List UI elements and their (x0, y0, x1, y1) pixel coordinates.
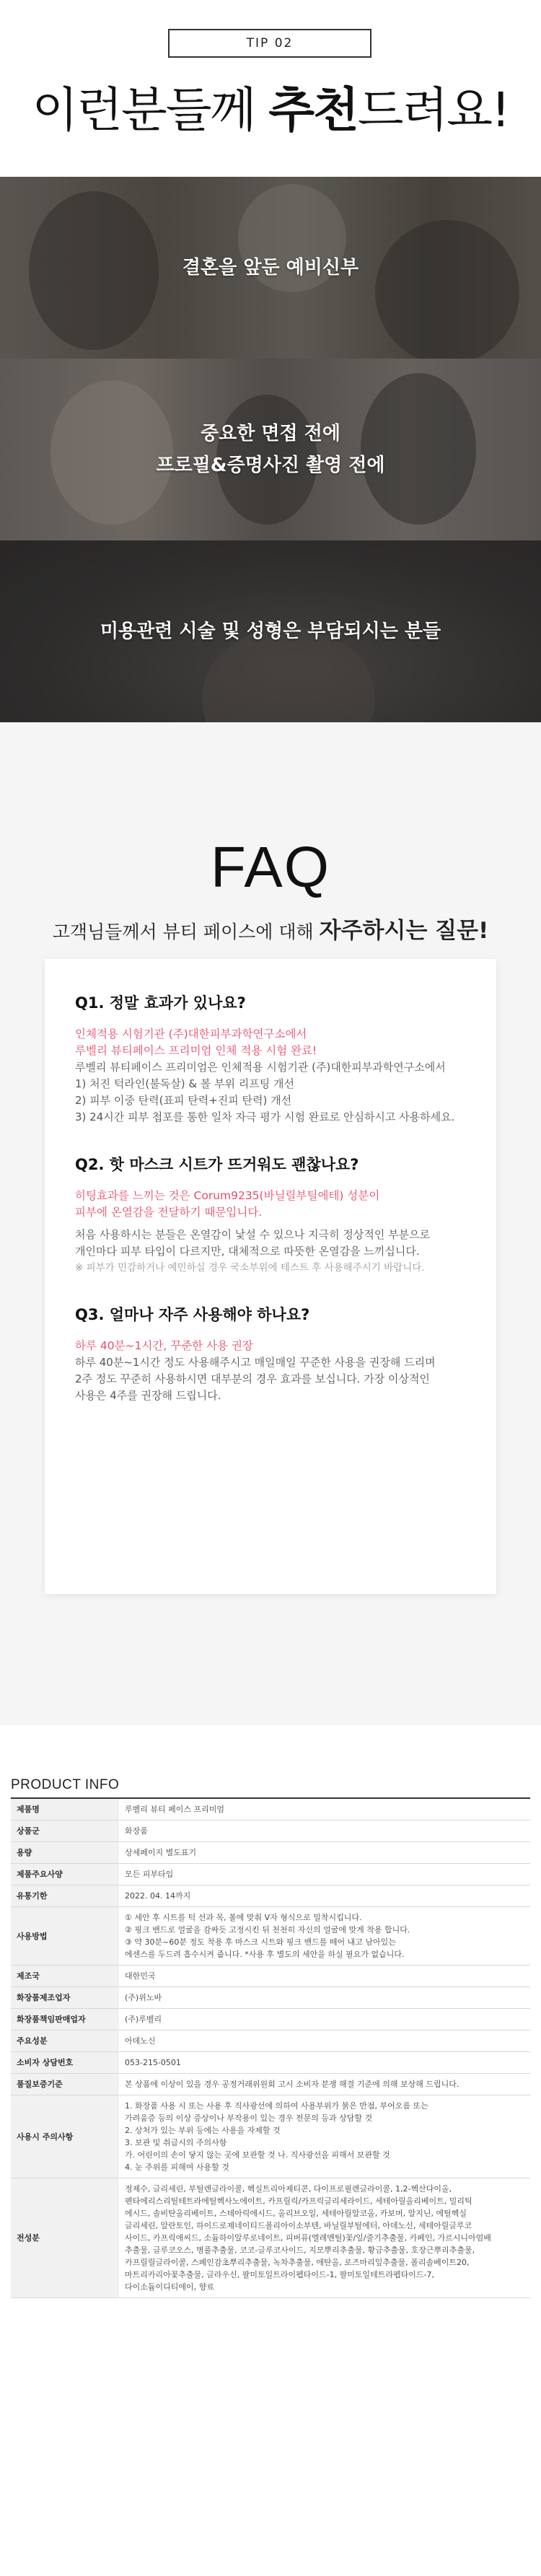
row-value-line: 4. 눈 주위를 피해여 사용할 것 (125, 2163, 229, 2172)
table-row (11, 2030, 530, 2052)
row-value-line: 펜타에리스리틸테트라에틸헥사노에이트, 카프릴릭/카프릭글리세라이드, 세테아릴올리베이트, 밀리틱 (125, 2196, 472, 2206)
banner-bride (0, 177, 541, 359)
faq-section (0, 722, 541, 1725)
row-label: 전성분 (11, 2178, 119, 2298)
tip-badge: TIP 02 (168, 29, 371, 58)
table-row (11, 2052, 530, 2074)
table-row (11, 2009, 530, 2030)
row-value-line: 에센스를 두드려 흡수시켜 줍니다. *사용 후 별도의 세안을 하실 필요가 없습니다. (125, 1950, 405, 1959)
banner-text: 중요한 면접 전에 프로필&증명사진 촬영 전에 (156, 423, 385, 476)
row-label: 화장품책임판매업자 (11, 2009, 119, 2030)
row-value (119, 2178, 530, 2298)
row-value-line: 가. 어린이의 손이 닿지 않는 곳에 보관할 것 나. 직사광선을 피해서 보관할 것 (125, 2150, 390, 2160)
faq-answer: 루벨리 뷰티페이스 프리미엄은 인체적용 시험기관 (주)대한피부과학연구소에서 1) 처진 턱라인(불독살) & 볼 부위 리프팅 개선 2) 피부 이중 탄력(표피 탄력+진피 탄력) 개선 3) 24시간 피부 첩포를 통한 일차 자극 평가 시험 완료로 안심하시고 사용하세요. (75, 1061, 455, 1123)
faq-highlight: 인체적용 시험기관 (주)대한피부과학연구소에서 루벨리 뷰티페이스 프리미엄 인체 적용 시험 완료! (75, 1028, 317, 1057)
faq-highlight: 하루 40분~1시간, 꾸준한 사용 권장 (75, 1339, 253, 1352)
row-value-line: (주)루벨리 (125, 2015, 162, 2024)
banner-text: 미용관련 시술 및 성형은 부담되시는 분들 (100, 621, 441, 642)
row-label: 품질보증기준 (11, 2074, 119, 2095)
faq-card (45, 959, 496, 1594)
faq-note: ※ 피부가 민감하거나 예민하실 경우 국소부위에 테스트 후 사용해주시기 바랍니다. (75, 1262, 425, 1274)
faq-item (75, 991, 467, 1126)
row-value (119, 1864, 530, 1885)
tip-section (0, 0, 541, 177)
row-label: 사용방법 (11, 1907, 119, 1966)
row-value (119, 1821, 530, 1842)
product-info-section (0, 1725, 541, 2576)
row-label: 주요성분 (11, 2030, 119, 2052)
row-value-line: 글리세린, 알란토인, 하이드로제네이티드폴리아이소부텐, 바닐릴부틸에터, 아데노신, 세테아릴글루코 (125, 2221, 472, 2230)
row-value-line: 아데노신 (125, 2036, 156, 2046)
row-value-line: 2022. 04. 14까지 (125, 1891, 191, 1901)
product-info-title: PRODUCT INFO (11, 1777, 120, 1792)
row-value-line: 2. 상처가 있는 부위 등에는 사용을 자제할 것 (125, 2126, 281, 2135)
tip-heading-post: 드려요! (357, 82, 509, 138)
tip-heading-pre: 이런분들께 (32, 82, 269, 138)
row-label: 제품명 (11, 1798, 119, 1821)
faq-item (75, 1303, 467, 1404)
row-value-line: 모든 피부타입 (125, 1870, 174, 1879)
row-value-line: 루벨리 뷰티 페이스 프리미엄 (125, 1805, 225, 1814)
row-value-line: 본 상품에 이상이 있을 경우 공정거래위원회 고시 소비자 분쟁 해결 기준에 의해 보상해 드립니다. (125, 2080, 459, 2089)
row-value-line: 화장품 (125, 1826, 148, 1836)
tip-heading-strong: 추천 (268, 82, 358, 138)
table-row (11, 2074, 530, 2095)
row-value-line: 대한민국 (125, 1971, 156, 1981)
faq-title: FAQ (210, 835, 331, 899)
row-label: 소비자 상담번호 (11, 2052, 119, 2074)
row-value-line: 카프릴릴글라이콜, 스페인감초뿌리추출물, 녹차추출물, 애탄올, 로즈마리잎추출물, 폴리솔베이트20, (125, 2258, 470, 2267)
row-label: 사용시 주의사항 (11, 2095, 119, 2178)
row-value (119, 2009, 530, 2030)
faq-item (75, 1153, 467, 1276)
row-value-line: 053-215-0501 (125, 2058, 181, 2067)
row-value-line: 에시드, 솔비탄올리베이트, 스테아릭에시드, 올리브오일, 세테아릴알코올, 카보머, 알지닌, 에틸헥실 (125, 2209, 467, 2218)
row-value (119, 2074, 530, 2095)
row-value (119, 2052, 530, 2074)
row-value (119, 1907, 530, 1966)
tip-heading (0, 82, 541, 138)
product-info-table (11, 1797, 530, 2298)
row-value-line: 상세페이지 별도표기 (125, 1848, 197, 1857)
table-row (11, 1885, 530, 1907)
row-label: 용량 (11, 1842, 119, 1864)
row-value-line: 사이드, 카프릭애씨드, 소듐하이알루로네이트, 피버퓨(엘레멘틸)꽃/잎/줄기추출물, 카페인, 가르시니아엄배 (125, 2233, 491, 2243)
table-row (11, 1798, 530, 1821)
row-value-line: ① 세안 후 시트를 턱 선과 목, 볼에 맞춰 V자 형식으로 밀착시킵니다. (125, 1913, 362, 1922)
row-label: 유통기한 (11, 1885, 119, 1907)
faq-answer: 하루 40분~1시간 정도 사용해주시고 매일매일 꾸준한 사용을 권장해 드리며 2주 정도 꾸준히 사용하시면 대부분의 경우 효과를 보십니다. 가장 이상적인 사용은 4주를 권장해 드립니다. (75, 1356, 436, 1402)
row-value-line: 3. 보관 및 취급시의 주의사항 (125, 2138, 227, 2147)
banner-interview (0, 359, 541, 540)
table-row (11, 2178, 530, 2298)
row-label: 화장품제조업자 (11, 1987, 119, 2009)
row-value-line: 마트리카리아꽃추출물, 글라우신, 팔미토일트라이펩타이드-1, 팔미토일테트라펩타이드-7, (125, 2270, 434, 2279)
banner-text: 결혼을 앞둔 예비신부 (182, 257, 359, 279)
row-value (119, 2030, 530, 2052)
row-label: 제품주요사양 (11, 1864, 119, 1885)
row-value (119, 1798, 530, 1821)
row-value-line: 1. 화장품 사용 시 또는 사용 후 직사광선에 의하여 사용부위가 붉은 반점, 부어오름 또는 (125, 2101, 428, 2111)
row-value (119, 2095, 530, 2178)
banner-procedure (0, 540, 541, 722)
faq-question: Q2. 핫 마스크 시트가 뜨거워도 괜찮나요? (75, 1156, 359, 1173)
row-value (119, 1885, 530, 1907)
faq-answer: 처음 사용하시는 분들은 온열감이 낯설 수 있으나 지극히 정상적인 부분으로 개인마다 피부 타입이 다르지만, 대체적으로 따뜻한 온열감을 느끼십니다. (75, 1228, 431, 1258)
table-row (11, 1987, 530, 2009)
table-row (11, 2095, 530, 2178)
row-value-line: 가려움증 등의 이상 증상이나 부작용이 있는 경우 전문의 등과 상담할 것 (125, 2113, 373, 2123)
row-value (119, 1987, 530, 2009)
faq-highlight: 히팅효과를 느끼는 것은 Corum9235(바닐릴부틸에테) 성분이 피부에 온열감을 전달하기 때문입니다. (75, 1189, 380, 1219)
faq-subtitle: 고객님들께서 뷰티 페이스에 대해 자주하시는 질문! (52, 918, 489, 944)
table-row (11, 1842, 530, 1864)
row-value-line: ③ 약 30분~60분 정도 착용 후 마스크 시트와 핑크 밴드를 떼어 내고 남아있는 (125, 1937, 396, 1947)
faq-question: Q3. 얼마나 자주 사용해야 하나요? (75, 1306, 310, 1323)
faq-question: Q1. 정말 효과가 있나요? (75, 994, 246, 1012)
row-value-line: 다이소듐이디티에이, 향료 (125, 2282, 214, 2292)
row-value (119, 1966, 530, 1987)
row-value-line: 정제수, 글리세린, 부틸렌글라이콜, 헥실트리아제티콘, 다이프로필렌글라이콜, 1,2-헥산다이올, (125, 2184, 452, 2194)
row-value-line: (주)위노바 (125, 1993, 162, 2002)
row-value (119, 1842, 530, 1864)
row-label: 제조국 (11, 1966, 119, 1987)
row-label: 상품군 (11, 1821, 119, 1842)
table-row (11, 1966, 530, 1987)
table-row (11, 1864, 530, 1885)
row-value-line: ② 핑크 밴드로 얼굴을 감싸듯 고정시킨 뒤 천천히 자신의 얼굴에 맞게 착용 합니다. (125, 1925, 410, 1935)
row-value-line: 추출물, 글루코오스, 병풀추출물, 코코-글루코사이드, 지모뿌리추출물, 황금추출물, 호장근뿌리추출물, (125, 2246, 475, 2255)
table-row (11, 1821, 530, 1842)
table-row (11, 1907, 530, 1966)
